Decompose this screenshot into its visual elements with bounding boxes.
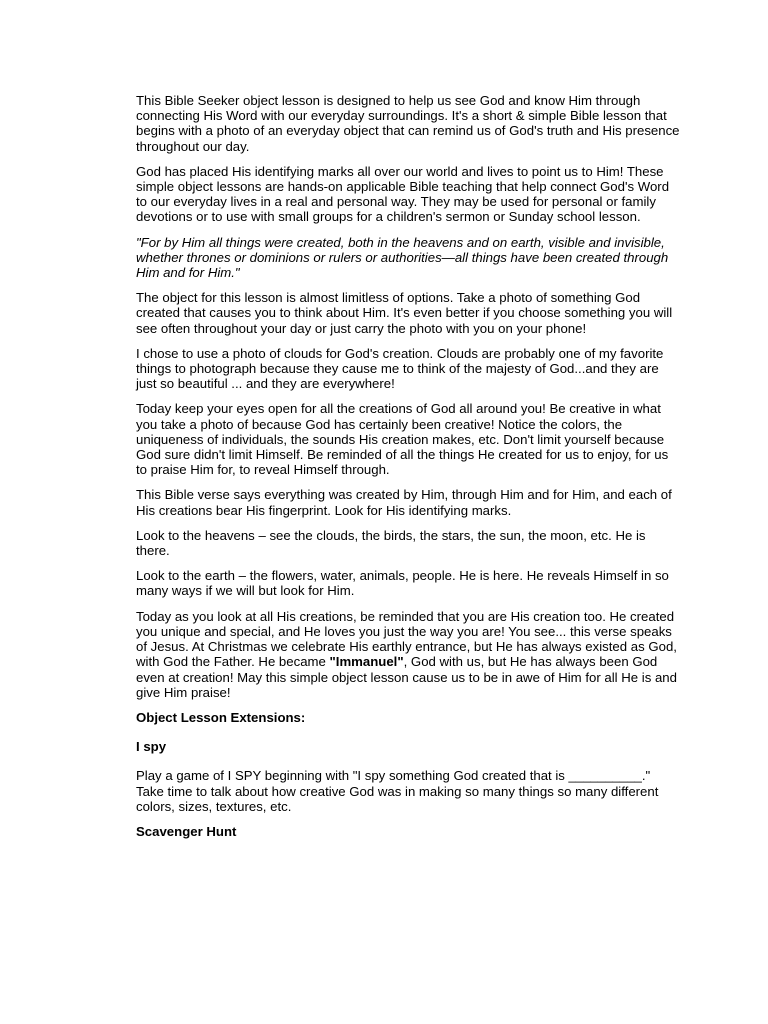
- extensions-heading: Object Lesson Extensions:: [136, 709, 306, 725]
- identifying-marks-paragraph: God has placed His identifying marks all over our world and lives to point us to Him! These simple object lessons are hands-on applicable Bible teaching that help connect God's Word to our everyday lives in a real and personal way. They may be used for personal or family devotions or to use with small groups for a children's sermon or Sunday school lesson.: [136, 163, 670, 225]
- earth-paragraph: Look to the earth – the flowers, water, animals, people. He is here. He reveals Himself in so many ways if we will but look for Him.: [136, 568, 669, 599]
- intro-paragraph: This Bible Seeker object lesson is designed to help us see God and know Him through connecting His Word with our everyday surroundings. It's a short & simple Bible lesson that begins with a photo of an everyday object that can remind us of God's truth and His presence throughout our day.: [136, 93, 680, 154]
- document-body: [136, 93, 681, 853]
- immanuel-paragraph: [136, 609, 681, 700]
- i-spy-heading: I spy: [136, 739, 167, 755]
- heavens-paragraph: Look to the heavens – see the clouds, the birds, the stars, the sun, the moon, etc. He is there.: [136, 527, 646, 559]
- i-spy-paragraph: Play a game of I SPY beginning with "I spy something God created that is __________." Take time to talk about how creative God was in making so many things so many different colors, sizes, textures, etc.: [136, 768, 659, 814]
- creations-paragraph: Today keep your eyes open for all the creations of God all around you! Be creative in what you take a photo of because God has certainly been creative! Notice the colors, the uniqueness of individuals, the sounds His creation makes, etc. Don't limit yourself because God sure didn't limit Himself. Be reminded of all the things He created for us to enjoy, for us to praise Him for, to reveal Himself through.: [136, 401, 669, 478]
- immanuel-text-before: Today as you look at all His creations, be reminded that you are His creation too. He created you unique and special, and He loves you just the way you are! You see... this verse speaks of Jesus. At Christmas we celebrate His earthly entrance, but He has always existed as God, with God the Father. He became: [136, 608, 677, 670]
- immanuel-bold-text: "Immanuel": [329, 654, 404, 670]
- clouds-paragraph: I chose to use a photo of clouds for God's creation. Clouds are probably one of my favorite things to photograph because they cause me to think of the majesty of God...and they are just so beautiful ... and they are everywhere!: [136, 345, 664, 392]
- scavenger-hunt-heading: Scavenger Hunt: [136, 823, 237, 839]
- object-paragraph: The object for this lesson is almost limitless of options. Take a photo of something God created that causes you to think about Him. It's even better if you choose something you will see often throughout your day or just carry the photo with you on your phone!: [136, 290, 673, 336]
- fingerprint-paragraph: This Bible verse says everything was created by Him, through Him and for Him, and each of His creations bear His fingerprint. Look for His identifying marks.: [136, 487, 672, 518]
- bible-verse-quote: "For by Him all things were created, both in the heavens and on earth, visible and invisible, whether thrones or dominions or rulers or authorities—all things have been created through Him and for Him.": [136, 234, 669, 281]
- immanuel-text-after: , God with us, but He has always been God even at creation! May this simple object lesson cause us to be in awe of Him for all He is and give Him praise!: [136, 654, 677, 700]
